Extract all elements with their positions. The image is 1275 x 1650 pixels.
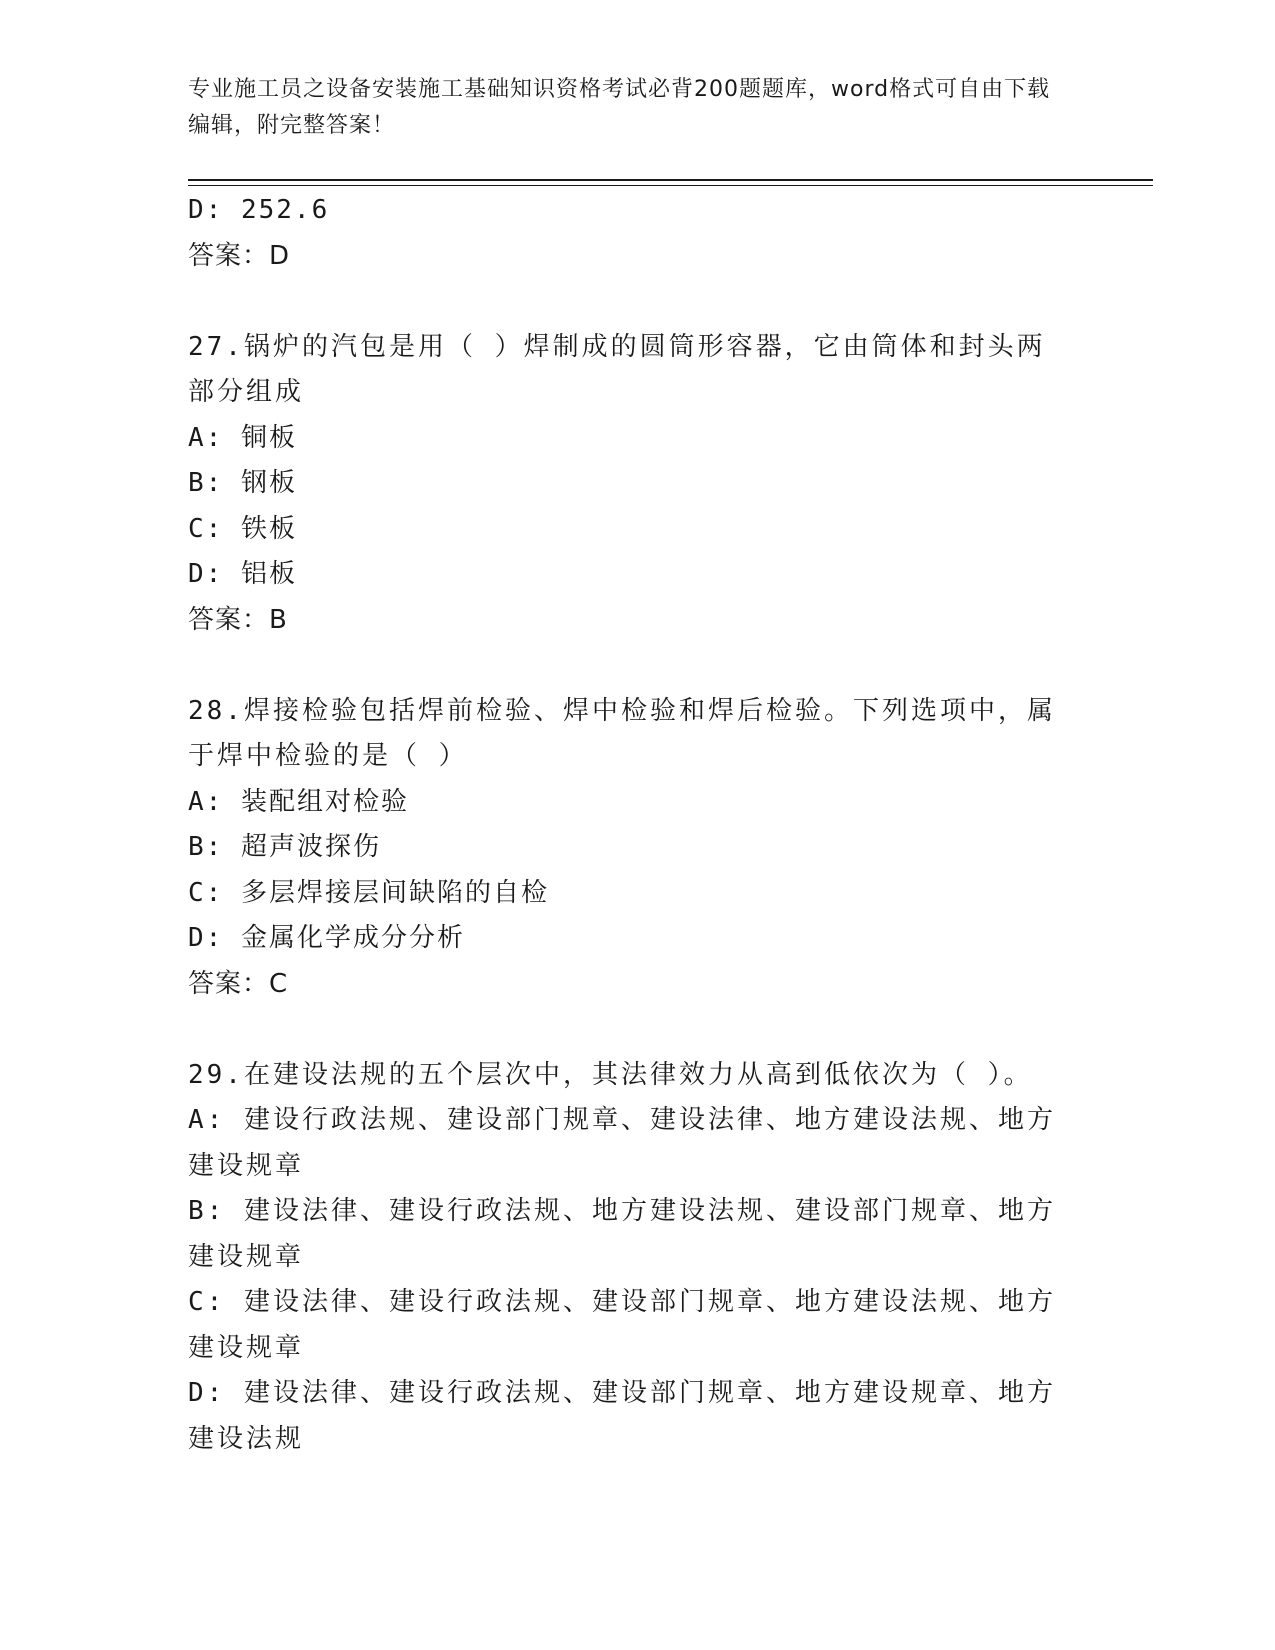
- option-d: D: 铝板: [188, 559, 297, 589]
- question-content: [188, 188, 1088, 1462]
- prev-answer: 答案：D: [188, 240, 291, 271]
- option-a: A: 建设行政法规、建设部门规章、建设法律、地方建设法规、地方建设规章: [188, 1105, 1056, 1181]
- question-27: [188, 325, 1088, 644]
- document-header: 专业施工员之设备安装施工基础知识资格考试必背200题题库，word格式可自由下载编辑，附完整答案！: [188, 77, 1051, 138]
- question-28: [188, 689, 1088, 1008]
- option-c: C: 建设法律、建设行政法规、建设部门规章、地方建设法规、地方建设规章: [188, 1287, 1056, 1363]
- option-b: B: 钢板: [188, 468, 297, 498]
- option-b: B: 超声波探伤: [188, 832, 381, 862]
- question-29: [188, 1053, 1088, 1463]
- question-text: 28.焊接检验包括焊前检验、焊中检验和焊后检验。下列选项中，属于焊中检验的是（ ）: [188, 695, 1056, 771]
- option-a: A: 装配组对检验: [188, 786, 409, 817]
- option-d: D: 金属化学成分分析: [188, 923, 465, 953]
- answer: 答案：B: [188, 604, 288, 635]
- answer: 答案：C: [188, 968, 289, 999]
- header-rule-thin: [188, 185, 1153, 186]
- option-c: C: 铁板: [188, 513, 297, 544]
- prev-option-d: D: 252.6: [188, 195, 330, 225]
- option-a: A: 铜板: [188, 422, 297, 453]
- option-d: D: 建设法律、建设行政法规、建设部门规章、地方建设规章、地方建设法规: [188, 1378, 1056, 1454]
- header-rule-thick: [188, 179, 1153, 181]
- question-text: 27.锅炉的汽包是用（ ）焊制成的圆筒形容器，它由筒体和封头两部分组成: [188, 331, 1046, 407]
- option-b: B: 建设法律、建设行政法规、地方建设法规、建设部门规章、地方建设规章: [188, 1196, 1056, 1272]
- question-text: 29.在建设法规的五个层次中，其法律效力从高到低依次为（ ）。: [188, 1059, 1033, 1090]
- option-c: C: 多层焊接层间缺陷的自检: [188, 877, 549, 908]
